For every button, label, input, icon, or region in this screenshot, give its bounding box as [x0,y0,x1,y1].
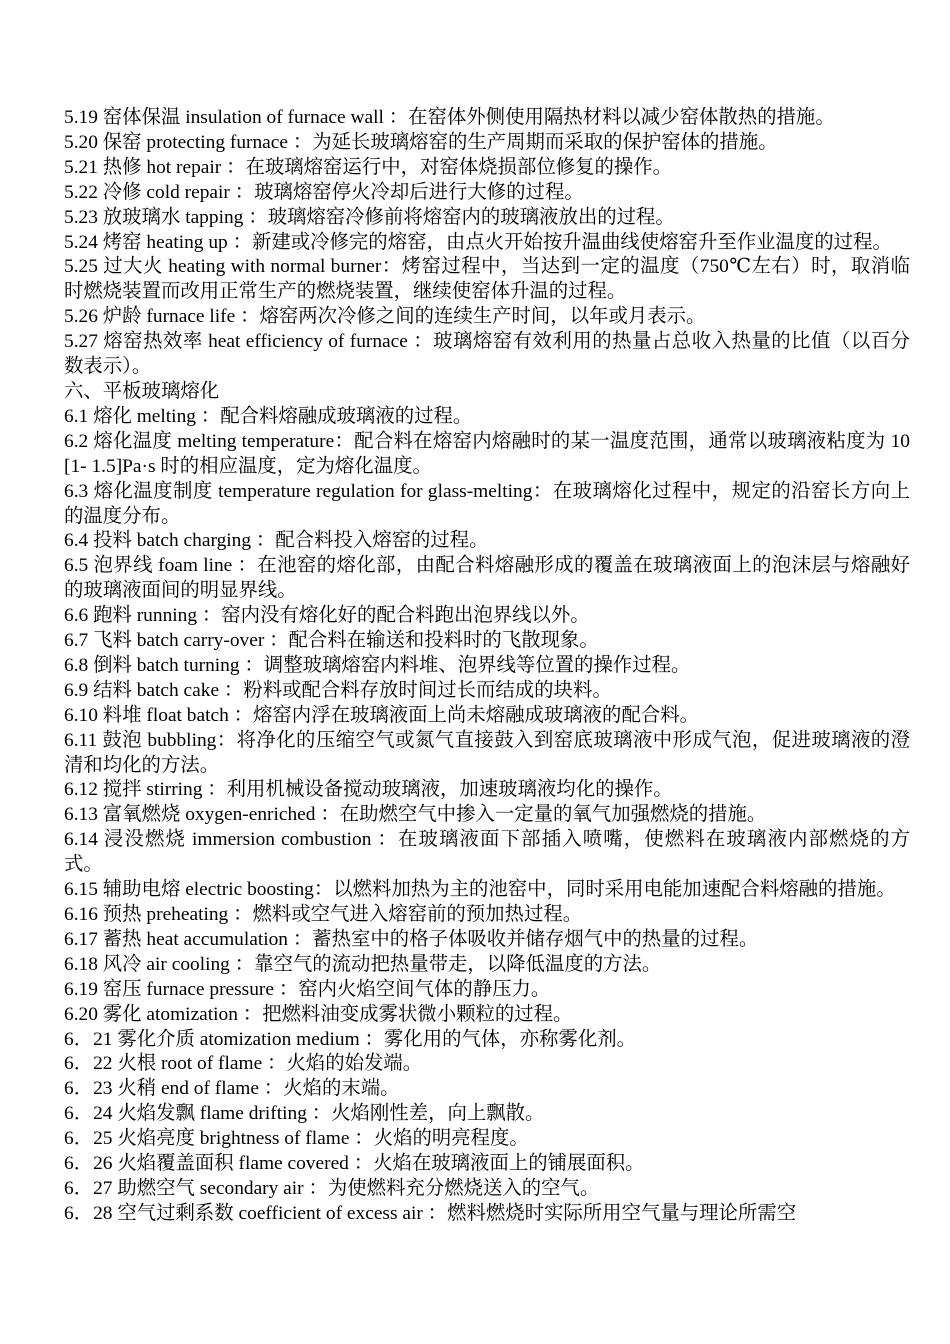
section-heading-6: 六、平板玻璃熔化 [64,380,220,402]
paragraph-5-23: 5.23 放玻璃水 tapping ：玻璃熔窑冷修前将熔窑内的玻璃液放出的过程。 [64,206,675,228]
paragraph-6-3: 6.3 熔化温度制度 temperature regulation for glass-melting：在玻璃熔化过程中，规定的沿窑长方向上的温度分布。 [64,480,910,527]
paragraph-6-14: 6.14 浸没燃烧 immersion combustion ：在玻璃液面下部插入喷嘴，使燃料在玻璃液内部燃烧的方式。 [64,829,910,876]
paragraph-6-13: 6.13 富氧燃烧 oxygen-enriched ：在助燃空气中掺入一定量的氧气加强燃烧的措施。 [64,804,767,826]
paragraph-5-24: 5.24 烤窑 heating up ：新建或冷修完的熔窑，由点火开始按升温曲线使熔窑升至作业温度的过程。 [64,231,892,253]
paragraph-6-2: 6.2 熔化温度 melting temperature：配合料在熔窑内熔融时的某一温度范围，通常以玻璃液粘度为 10[1- 1.5]Pa·s 时的相应温度，定为熔化温度。 [64,430,910,477]
paragraph-6-5: 6.5 泡界线 foam line ：在池窑的熔化部，由配合料熔融形成的覆盖在玻璃液面上的泡沫层与熔融好的玻璃液面间的明显界线。 [64,555,910,602]
paragraph-5-27: 5.27 熔窑热效率 heat efficiency of furnace ：玻璃熔窑有效利用的热量占总收入热量的比值（以百分数表示）。 [64,331,910,378]
paragraph-5-25: 5.25 过大火 heating with normal burner：烤窑过程中，当达到一定的温度（750℃左右）时，取消临时燃烧装置而改用正常生产的燃烧装置，继续使窑体升温的过程。 [64,256,910,303]
paragraph-6-23: 6．23 火稍 end of flame ：火焰的末端。 [64,1078,400,1100]
paragraph-6-15: 6.15 辅助电熔 electric boosting：以燃料加热为主的池窑中，同时采用电能加速配合料熔融的措施。 [64,879,896,901]
paragraph-6-18: 6.18 风冷 air cooling ：靠空气的流动把热量带走，以降低温度的方法。 [64,953,662,975]
paragraph-5-20: 5.20 保窑 protecting furnace ：为延长玻璃熔窑的生产周期而采取的保护窑体的措施。 [64,131,778,153]
paragraph-6-11: 6.11 鼓泡 bubbling：将净化的压缩空气或氮气直接鼓入到窑底玻璃液中形成气泡，促进玻璃液的澄清和均化的方法。 [64,729,910,776]
paragraph-5-21: 5.21 热修 hot repair ：在玻璃熔窑运行中，对窑体烧损部位修复的操作。 [64,156,673,178]
paragraph-6-16: 6.16 预热 preheating ：燃料或空气进入熔窑前的预加热过程。 [64,904,583,925]
paragraph-6-21: 6．21 雾化介质 atomization medium ：雾化用的气体，亦称雾化剂。 [64,1028,636,1050]
paragraph-5-19: 5.19 窑体保温 insulation of furnace wall ：在窑体外侧使用隔热材料以减少窑体散热的措施。 [64,107,835,128]
paragraph-6-8: 6.8 倒料 batch turning ：调整玻璃熔窑内料堆、泡界线等位置的操作过程。 [64,654,691,676]
paragraph-6-9: 6.9 结料 batch cake ：粉料或配合料存放时间过长而结成的块料。 [64,679,612,701]
document-page [64,106,910,1227]
paragraph-6-1: 6.1 熔化 melting ：配合料熔融成玻璃液的过程。 [64,405,473,427]
paragraph-5-22: 5.22 冷修 cold repair ：玻璃熔窑停火冷却后进行大修的过程。 [64,181,584,203]
paragraph-6-4: 6.4 投料 batch charging ：配合料投入熔窑的过程。 [64,530,489,552]
paragraph-6-17: 6.17 蓄热 heat accumulation ：蓄热室中的格子体吸收并储存烟气中的热量的过程。 [64,928,759,950]
paragraph-6-7: 6.7 飞料 batch carry-over ：配合料在输送和投料时的飞散现象。 [64,630,599,652]
paragraph-6-26: 6．26 火焰覆盖面积 flame covered ：火焰在玻璃液面上的铺展面积。 [64,1153,645,1175]
paragraph-6-27: 6．27 助燃空气 secondary air ：为使燃料充分燃烧送入的空气。 [64,1177,600,1199]
paragraph-6-24: 6．24 火焰发飘 flame drifting ：火焰刚性差，向上飘散。 [64,1103,545,1125]
paragraph-5-26: 5.26 炉龄 furnace life ：熔窑两次冷修之间的连续生产时间，以年或月表示。 [64,306,706,328]
paragraph-6-22: 6．22 火根 root of flame ：火焰的始发端。 [64,1053,423,1075]
paragraph-6-20: 6.20 雾化 atomization ：把燃料油变成雾状微小颗粒的过程。 [64,1003,573,1025]
paragraph-6-6: 6.6 跑料 running ：窑内没有熔化好的配合料跑出泡界线以外。 [64,605,590,627]
paragraph-6-10: 6.10 料堆 float batch ：熔窑内浮在玻璃液面上尚未熔融成玻璃液的配合料。 [64,704,700,726]
paragraph-6-28: 6．28 空气过剩系数 coefficient of excess air ：燃料燃烧时实际所用空气量与理论所需空 [64,1202,797,1224]
paragraph-6-25: 6．25 火焰亮度 brightness of flame ：火焰的明亮程度。 [64,1128,529,1150]
paragraph-6-12: 6.12 搅拌 stirring ：利用机械设备搅动玻璃液，加速玻璃液均化的操作。 [64,779,673,801]
paragraph-6-19: 6.19 窑压 furnace pressure ：窑内火焰空间气体的静压力。 [64,978,551,1000]
